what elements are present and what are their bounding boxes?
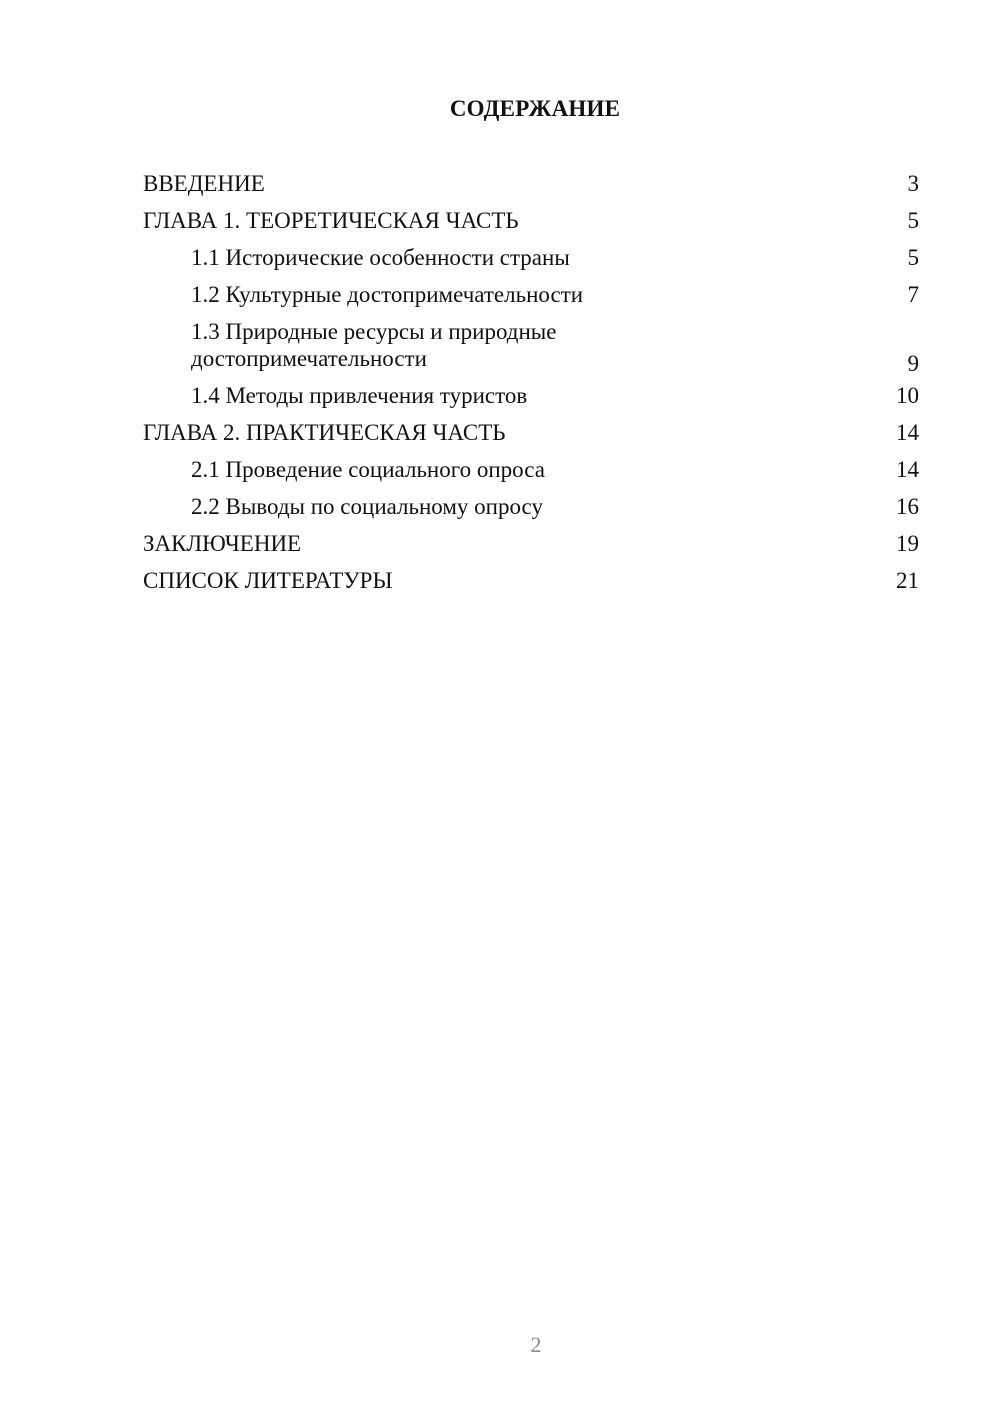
- toc-entry-text: 1.1 Исторические особенности страны: [191, 245, 570, 270]
- page-title: СОДЕРЖАНИЕ: [449, 96, 621, 121]
- toc-entry-text: 1.3 Природные ресурсы и природные достопримечательности: [191, 319, 557, 371]
- toc-entry-page: 16: [896, 494, 919, 519]
- page-number: 2: [530, 1332, 542, 1357]
- toc-entry-section-1-2[interactable]: [143, 278, 919, 315]
- toc-entry-conclusion[interactable]: [143, 527, 919, 564]
- toc-entry-text: 1.4 Методы привлечения туристов: [191, 383, 528, 408]
- toc-entry-page: 9: [907, 351, 919, 376]
- toc-entry-page: 14: [896, 457, 919, 482]
- toc-entry-page: 5: [907, 245, 919, 270]
- toc-entry-chapter-2[interactable]: [143, 416, 919, 453]
- toc-entry-section-1-1[interactable]: [143, 241, 919, 278]
- toc-entry-page: 3: [907, 171, 919, 196]
- table-of-contents: [143, 167, 919, 601]
- toc-entry-section-1-4[interactable]: [143, 379, 919, 416]
- toc-entry-text: 2.1 Проведение социального опроса: [191, 457, 545, 482]
- toc-entry-text: 2.2 Выводы по социальному опросу: [191, 494, 543, 519]
- toc-entry-text: СПИСОК ЛИТЕРАТУРЫ: [143, 568, 393, 593]
- toc-entry-references[interactable]: [143, 564, 919, 601]
- toc-entry-introduction[interactable]: [143, 167, 919, 204]
- toc-entry-page: 10: [896, 383, 919, 408]
- toc-entry-text: ВВЕДЕНИЕ: [143, 171, 265, 196]
- toc-entry-section-2-1[interactable]: [143, 453, 919, 490]
- toc-entry-page: 19: [896, 531, 919, 556]
- toc-entry-text: ГЛАВА 2. ПРАКТИЧЕСКАЯ ЧАСТЬ: [143, 420, 506, 445]
- toc-entry-text: 1.2 Культурные достопримечательности: [191, 282, 584, 307]
- toc-entry-section-2-2[interactable]: [143, 490, 919, 527]
- toc-entry-page: 14: [896, 420, 919, 445]
- toc-entry-page: 7: [907, 282, 919, 307]
- toc-entry-page: 5: [907, 208, 919, 233]
- toc-entry-section-1-3[interactable]: [143, 315, 919, 379]
- toc-entry-text: ГЛАВА 1. ТЕОРЕТИЧЕСКАЯ ЧАСТЬ: [143, 208, 519, 233]
- toc-entry-text: ЗАКЛЮЧЕНИЕ: [143, 531, 302, 556]
- toc-entry-page: 21: [896, 568, 919, 593]
- toc-entry-chapter-1[interactable]: [143, 204, 919, 241]
